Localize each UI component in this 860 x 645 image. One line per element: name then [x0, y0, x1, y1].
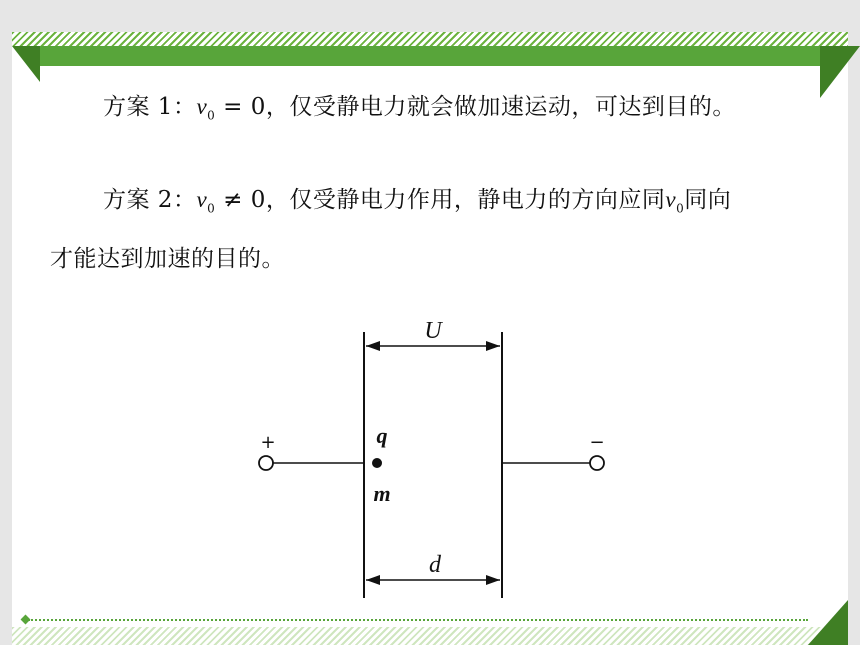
plan2-suffix: 同向: [684, 187, 732, 213]
minus-sign: −: [589, 432, 605, 453]
d-arrow-right-head: [486, 575, 500, 585]
label-d: d: [429, 552, 441, 578]
plan1-text: [103, 88, 736, 123]
plan2-relation: ≠ 0: [215, 187, 266, 213]
label-u: U: [424, 318, 442, 344]
header-band: [40, 46, 820, 66]
capacitor-diagram: [240, 310, 640, 610]
plan1-suffix: ，仅受静电力就会做加速运动，可达到目的。: [265, 94, 736, 120]
footer-dotted-line: [28, 619, 808, 621]
d-arrow-left-head: [366, 575, 380, 585]
positive-terminal: [259, 456, 273, 470]
header-fold-right: [820, 46, 860, 98]
negative-terminal: [590, 456, 604, 470]
plan1-relation: = 0: [215, 94, 266, 120]
label-q: q: [376, 423, 388, 448]
footer-corner: [808, 600, 848, 645]
plan2-middle: ，仅受静电力作用，静电力的方向应同: [265, 187, 666, 213]
u-arrow-left-head: [366, 341, 380, 351]
plus-sign: +: [260, 432, 276, 453]
plan1-var: v: [196, 94, 208, 119]
plan2-prefix: 方案 2：: [103, 187, 197, 213]
header-fold-left: [12, 46, 40, 82]
footer-hatch: [12, 627, 848, 645]
u-arrow-right-head: [486, 341, 500, 351]
header-hatch: [12, 32, 848, 46]
plan2-sub: 0: [207, 201, 216, 216]
plan2-var2: v: [665, 187, 677, 212]
plan1-prefix: 方案 1：: [103, 94, 197, 120]
plan2-line2: 才能达到加速的目的。: [50, 246, 285, 272]
plan2-var: v: [196, 187, 208, 212]
plan1-sub: 0: [207, 108, 216, 123]
plan2-text: [103, 181, 731, 216]
charged-particle: [372, 458, 382, 468]
label-m: m: [373, 481, 391, 506]
plan2-sub2: 0: [676, 201, 685, 216]
